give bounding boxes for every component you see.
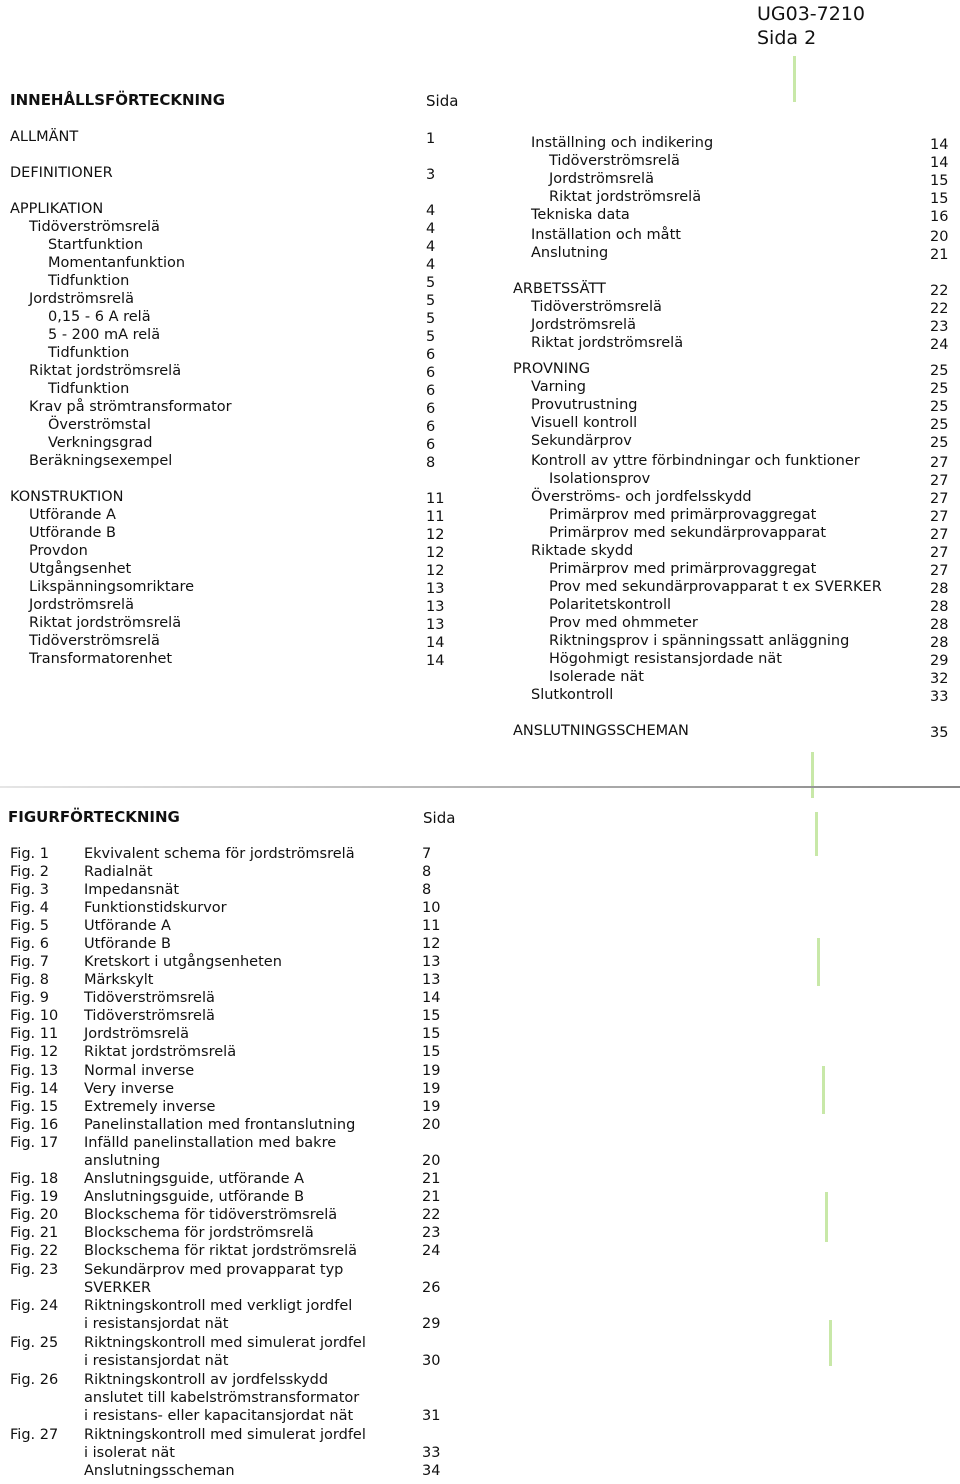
figure-caption: Anslutningsscheman <box>84 1463 235 1479</box>
figure-page-number: 31 <box>422 1408 441 1424</box>
toc-page-number: 11 <box>426 491 445 507</box>
toc-entry: Riktat jordströmsrelä <box>531 335 684 351</box>
toc-entry: Varning <box>531 379 586 395</box>
toc-page-number: 33 <box>930 689 949 705</box>
figure-caption: Impedansnät <box>84 882 180 898</box>
toc-page-number: 27 <box>930 563 949 579</box>
toc-entry: Tidfunktion <box>48 345 130 361</box>
toc-entry: Momentanfunktion <box>48 255 186 271</box>
figure-label: Fig. 13 <box>10 1063 59 1079</box>
toc-entry: Tidöverströmsrelä <box>29 219 160 235</box>
toc-entry: Primärprov med primärprovaggregat <box>549 561 817 577</box>
toc-page-number: 20 <box>930 229 949 245</box>
toc-entry: 0,15 - 6 A relä <box>48 309 151 325</box>
toc-page-number: 27 <box>930 491 949 507</box>
figures-title: FIGURFÖRTECKNING <box>8 808 180 826</box>
toc-page-number: 23 <box>930 319 949 335</box>
toc-page-number: 25 <box>930 363 949 379</box>
figure-page-number: 30 <box>422 1353 441 1369</box>
toc-page-number: 13 <box>426 581 445 597</box>
figure-page-number: 15 <box>422 1008 441 1024</box>
toc-page-number: 27 <box>930 545 949 561</box>
toc-entry: Riktat jordströmsrelä <box>29 615 182 631</box>
toc-page-number: 8 <box>426 455 436 471</box>
toc-page-number: 25 <box>930 399 949 415</box>
toc-entry: PROVNING <box>513 361 591 377</box>
figure-caption: Normal inverse <box>84 1063 195 1079</box>
figure-page-number: 29 <box>422 1316 441 1332</box>
toc-page-number: 21 <box>930 247 949 263</box>
scan-mark <box>825 1192 828 1242</box>
figure-label: Fig. 25 <box>10 1335 59 1351</box>
toc-entry: Provdon <box>29 543 88 559</box>
figure-label: Fig. 21 <box>10 1225 59 1241</box>
figure-label: Fig. 7 <box>10 954 49 970</box>
toc-entry: Utförande A <box>29 507 116 523</box>
figure-caption: Riktningskontroll med verkligt jordfel <box>84 1298 353 1314</box>
toc-page-number: 6 <box>426 383 436 399</box>
toc-page-number: 3 <box>426 167 436 183</box>
toc-entry: Utgångsenhet <box>29 561 132 577</box>
toc-entry: Tidfunktion <box>48 273 130 289</box>
toc-page-number: 11 <box>426 509 445 525</box>
figure-page-number: 26 <box>422 1280 441 1296</box>
figure-page-number: 20 <box>422 1153 441 1169</box>
toc-entry: Sekundärprov <box>531 433 632 449</box>
toc-page-number: 14 <box>426 635 445 651</box>
toc-entry: Prov med ohmmeter <box>549 615 698 631</box>
toc-entry: Jordströmsrelä <box>29 291 134 307</box>
toc-page-number: 4 <box>426 239 436 255</box>
toc-entry: Prov med sekundärprovapparat t ex SVERKER <box>549 579 882 595</box>
toc-page-number: 25 <box>930 417 949 433</box>
figure-page-number: 22 <box>422 1207 441 1223</box>
figure-caption: Anslutningsguide, utförande B <box>84 1189 305 1205</box>
figure-page-number: 11 <box>422 918 441 934</box>
figure-label: Fig. 11 <box>10 1026 59 1042</box>
toc-entry: Isolerade nät <box>549 669 644 685</box>
toc-entry: Slutkontroll <box>531 687 614 703</box>
toc-page-number: 13 <box>426 617 445 633</box>
figure-caption: Märkskylt <box>84 972 154 988</box>
figure-caption: Panelinstallation med frontanslutning <box>84 1117 356 1133</box>
figure-caption: Tidöverströmsrelä <box>84 990 215 1006</box>
section-divider <box>0 786 960 788</box>
figure-page-number: 13 <box>422 954 441 970</box>
toc-page-number: 5 <box>426 311 436 327</box>
toc-entry: ARBETSSÄTT <box>513 281 606 297</box>
figure-label: Fig. 18 <box>10 1171 59 1187</box>
toc-page-number: 28 <box>930 617 949 633</box>
toc-entry: Primärprov med primärprovaggregat <box>549 507 817 523</box>
figure-label: Fig. 12 <box>10 1044 59 1060</box>
figure-caption: i isolerat nät <box>84 1445 175 1461</box>
toc-page-number: 27 <box>930 473 949 489</box>
document-header <box>757 2 870 50</box>
toc-entry: 5 - 200 mA relä <box>48 327 161 343</box>
toc-page-number: 6 <box>426 419 436 435</box>
toc-page-number: 14 <box>930 137 949 153</box>
figure-caption: Radialnät <box>84 864 153 880</box>
figure-page-number: 8 <box>422 864 432 880</box>
figure-page-number: 15 <box>422 1026 441 1042</box>
toc-entry: Inställation och mått <box>531 227 681 243</box>
toc-page-number: 25 <box>930 435 949 451</box>
toc-page-number: 27 <box>930 527 949 543</box>
toc-page-number: 4 <box>426 203 436 219</box>
page-label: Sida 2 <box>757 27 817 49</box>
scan-mark <box>817 938 820 986</box>
figure-page-number: 15 <box>422 1044 441 1060</box>
figure-caption: anslutet till kabelströmstransformator <box>84 1390 360 1406</box>
figure-label: Fig. 5 <box>10 918 49 934</box>
figure-label: Fig. 6 <box>10 936 49 952</box>
toc-entry: Verkningsgrad <box>48 435 153 451</box>
toc-page-number: 6 <box>426 437 436 453</box>
toc-page-number: 35 <box>930 725 949 741</box>
toc-entry: Överströms- och jordfelsskydd <box>531 489 752 505</box>
figure-caption: i resistans- eller kapacitansjordat nät <box>84 1408 354 1424</box>
toc-page-number: 28 <box>930 599 949 615</box>
figure-caption: Utförande A <box>84 918 171 934</box>
toc-entry: Inställning och indikering <box>531 135 714 151</box>
toc-entry: APPLIKATION <box>10 201 104 217</box>
toc-entry: Riktade skydd <box>531 543 634 559</box>
toc-page-number: 27 <box>930 509 949 525</box>
figure-page-number: 33 <box>422 1445 441 1461</box>
toc-entry: Tekniska data <box>531 207 630 223</box>
toc-page-number: 12 <box>426 563 445 579</box>
toc-entry: Startfunktion <box>48 237 144 253</box>
figure-page-number: 19 <box>422 1063 441 1079</box>
figure-page-number: 12 <box>422 936 441 952</box>
toc-entry: Primärprov med sekundärprovapparat <box>549 525 827 541</box>
toc-page-number: 6 <box>426 365 436 381</box>
figure-page-number: 7 <box>422 846 432 862</box>
toc-page-number: 22 <box>930 301 949 317</box>
toc-entry: Beräkningsexempel <box>29 453 173 469</box>
figure-label: Fig. 23 <box>10 1262 59 1278</box>
toc-entry: Riktningsprov i spänningssatt anläggning <box>549 633 850 649</box>
figure-caption: Riktningskontroll av jordfelsskydd <box>84 1372 329 1388</box>
figure-label: Fig. 2 <box>10 864 49 880</box>
toc-entry: Tidöverströmsrelä <box>29 633 160 649</box>
toc-page-number: 13 <box>426 599 445 615</box>
figure-label: Fig. 14 <box>10 1081 59 1097</box>
figure-label: Fig. 22 <box>10 1243 59 1259</box>
toc-page-number: 14 <box>930 155 949 171</box>
toc-entry: Provutrustning <box>531 397 638 413</box>
toc-page-number: 4 <box>426 221 436 237</box>
figure-caption: Blockschema för jordströmsrelä <box>84 1225 314 1241</box>
figure-label: Fig. 17 <box>10 1135 59 1151</box>
toc-entry: DEFINITIONER <box>10 165 113 181</box>
toc-entry: Transformatorenhet <box>29 651 173 667</box>
figure-label: Fig. 19 <box>10 1189 59 1205</box>
toc-entry: Högohmigt resistansjordade nät <box>549 651 782 667</box>
toc-entry: Jordströmsrelä <box>29 597 134 613</box>
figure-page-number: 23 <box>422 1225 441 1241</box>
toc-page-number: 1 <box>426 131 436 147</box>
toc-entry: Jordströmsrelä <box>549 171 654 187</box>
toc-title: INNEHÅLLSFÖRTECKNING <box>10 91 226 109</box>
toc-page-number: 22 <box>930 283 949 299</box>
toc-entry: Krav på strömtransformator <box>29 399 232 415</box>
figure-label: Fig. 1 <box>10 846 49 862</box>
toc-page-number: 5 <box>426 293 436 309</box>
scan-mark <box>815 812 818 856</box>
toc-entry: Isolationsprov <box>549 471 651 487</box>
toc-entry: Överströmstal <box>48 417 151 433</box>
figure-caption: i resistansjordat nät <box>84 1316 229 1332</box>
toc-entry: ANSLUTNINGSSCHEMAN <box>513 723 689 739</box>
figure-caption: Kretskort i utgångsenheten <box>84 954 282 970</box>
toc-page-number: 6 <box>426 347 436 363</box>
toc-page-number: 4 <box>426 257 436 273</box>
toc-page-number: 15 <box>930 173 949 189</box>
figure-page-number: 19 <box>422 1081 441 1097</box>
toc-page-number: 15 <box>930 191 949 207</box>
figure-caption: Riktningskontroll med simulerat jordfel <box>84 1335 366 1351</box>
figure-caption: Anslutningsguide, utförande A <box>84 1171 305 1187</box>
toc-page-number: 28 <box>930 635 949 651</box>
figure-label: Fig. 8 <box>10 972 49 988</box>
toc-entry: Riktat jordströmsrelä <box>29 363 182 379</box>
figure-caption: Blockschema för tidöverströmsrelä <box>84 1207 338 1223</box>
toc-entry: Tidfunktion <box>48 381 130 397</box>
scan-mark <box>822 1066 825 1114</box>
toc-entry: Polaritetskontroll <box>549 597 672 613</box>
figure-page-number: 8 <box>422 882 432 898</box>
figure-label: Fig. 16 <box>10 1117 59 1133</box>
figure-caption: Riktat jordströmsrelä <box>84 1044 237 1060</box>
toc-entry: KONSTRUKTION <box>10 489 124 505</box>
figure-label: Fig. 15 <box>10 1099 59 1115</box>
toc-page-number: 29 <box>930 653 949 669</box>
figure-page-number: 34 <box>422 1463 441 1479</box>
figure-caption: Very inverse <box>84 1081 175 1097</box>
figure-caption: Ekvivalent schema för jordströmsrelä <box>84 846 355 862</box>
figure-caption: Utförande B <box>84 936 171 952</box>
figure-page-number: 10 <box>422 900 441 916</box>
toc-page-number: 14 <box>426 653 445 669</box>
figure-caption: Tidöverströmsrelä <box>84 1008 215 1024</box>
toc-page-number: 16 <box>930 209 949 225</box>
toc-page-number: 6 <box>426 401 436 417</box>
figure-page-number: 19 <box>422 1099 441 1115</box>
figure-label: Fig. 26 <box>10 1372 59 1388</box>
toc-entry: Visuell kontroll <box>531 415 638 431</box>
toc-page-number: 12 <box>426 545 445 561</box>
scan-mark <box>829 1320 832 1366</box>
figure-page-number: 14 <box>422 990 441 1006</box>
figure-caption: Jordströmsrelä <box>84 1026 189 1042</box>
toc-entry: Tidöverströmsrelä <box>531 299 662 315</box>
toc-entry: Likspänningsomriktare <box>29 579 195 595</box>
toc-page-number: 24 <box>930 337 949 353</box>
figure-caption: Extremely inverse <box>84 1099 216 1115</box>
figure-page-number: 24 <box>422 1243 441 1259</box>
figure-page-number: 21 <box>422 1171 441 1187</box>
toc-entry: ALLMÄNT <box>10 129 79 145</box>
figure-label: Fig. 27 <box>10 1427 59 1443</box>
toc-page-number: 32 <box>930 671 949 687</box>
figure-label: Fig. 4 <box>10 900 49 916</box>
toc-page-number: 28 <box>930 581 949 597</box>
figure-caption: Funktionstidskurvor <box>84 900 227 916</box>
figure-caption: Riktningskontroll med simulerat jordfel <box>84 1427 366 1443</box>
toc-page-number: 5 <box>426 275 436 291</box>
scan-mark <box>811 752 814 798</box>
toc-entry: Utförande B <box>29 525 116 541</box>
figure-label: Fig. 3 <box>10 882 49 898</box>
toc-page-number: 12 <box>426 527 445 543</box>
figure-label: Fig. 9 <box>10 990 49 1006</box>
figures-page-header: Sida <box>423 809 456 827</box>
figure-label: Fig. 10 <box>10 1008 59 1024</box>
toc-page-number: 5 <box>426 329 436 345</box>
figure-caption: Infälld panelinstallation med bakre <box>84 1135 337 1151</box>
figure-caption: Blockschema för riktat jordströmsrelä <box>84 1243 357 1259</box>
toc-entry: Kontroll av yttre förbindningar och funktioner <box>531 453 860 469</box>
document-number: UG03-7210 <box>757 3 866 25</box>
toc-page-header: Sida <box>426 92 459 110</box>
figure-caption: anslutning <box>84 1153 161 1169</box>
figure-caption: SVERKER <box>84 1280 152 1296</box>
toc-entry: Tidöverströmsrelä <box>549 153 680 169</box>
figure-page-number: 20 <box>422 1117 441 1133</box>
figure-page-number: 13 <box>422 972 441 988</box>
toc-page-number: 25 <box>930 381 949 397</box>
toc-entry: Riktat jordströmsrelä <box>549 189 702 205</box>
toc-entry: Anslutning <box>531 245 609 261</box>
figure-label: Fig. 24 <box>10 1298 59 1314</box>
figure-page-number: 21 <box>422 1189 441 1205</box>
toc-entry: Jordströmsrelä <box>531 317 636 333</box>
scan-mark <box>793 56 796 102</box>
toc-page-number: 27 <box>930 455 949 471</box>
figure-label: Fig. 20 <box>10 1207 59 1223</box>
figure-caption: i resistansjordat nät <box>84 1353 229 1369</box>
figure-caption: Sekundärprov med provapparat typ <box>84 1262 344 1278</box>
